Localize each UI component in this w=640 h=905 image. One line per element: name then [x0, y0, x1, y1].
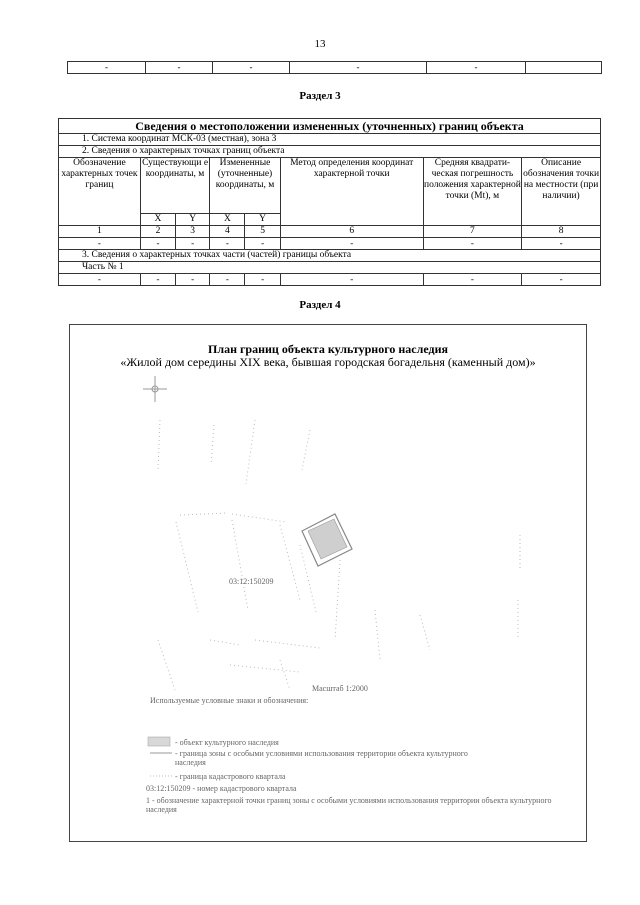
part-label-row: Часть № 1 — [59, 262, 601, 274]
table-cell: - — [522, 238, 601, 250]
column-number: 6 — [280, 226, 423, 238]
table-cell: - — [245, 274, 280, 286]
header-x: X — [140, 214, 175, 226]
heritage-object — [302, 514, 352, 566]
table-cell: - — [210, 274, 245, 286]
header-y: Y — [176, 214, 210, 226]
scale-label: Масштаб 1:2000 — [312, 684, 368, 693]
cadastral-number-label: 03:12:150209 — [229, 577, 274, 586]
header-method: Метод определения координат характерной точки — [280, 158, 423, 226]
table-cell: - — [176, 274, 210, 286]
north-arrow-icon — [143, 376, 167, 402]
section-4-heading: Раздел 4 — [299, 299, 341, 311]
legend-item: - граница кадастрового квартала — [175, 772, 286, 781]
header-changed-coords: Измененные (уточненные) координаты, м — [210, 158, 280, 214]
table-cell: - — [210, 238, 245, 250]
column-number: 8 — [522, 226, 601, 238]
table-cell: - — [427, 62, 526, 74]
table-cell: - — [280, 238, 423, 250]
column-number: 3 — [176, 226, 210, 238]
header-y: Y — [245, 214, 280, 226]
table-cell: - — [176, 238, 210, 250]
table-title: Сведения о местоположении измененных (уточненных) границ объекта — [59, 119, 601, 134]
plan-subtitle: «Жилой дом середины XIX века, бывшая городская богадельня (каменный дом)» — [120, 355, 536, 369]
table-cell: - — [245, 238, 280, 250]
table-cell: - — [280, 274, 423, 286]
parts-heading-row: 3. Сведения о характерных точках части (частей) границы объекта — [59, 250, 601, 262]
legend-title: Используемые условные знаки и обозначения: — [150, 696, 309, 705]
column-number: 7 — [423, 226, 521, 238]
header-error: Средняя квадрати-ческая погрешность положения характерной точки (Mt), м — [423, 158, 521, 226]
plan-title: План границ объекта культурного наследия — [208, 342, 448, 356]
header-designation: Обозначение характерных точек границ — [59, 158, 141, 226]
legend-item: 1 - обозначение характерной точки границ зоны с особыми условиями использования территории объекта культурного наследия — [146, 796, 552, 814]
coord-system-row: 1. Система координат МСК-03 (местная), зона 3 — [59, 134, 601, 146]
legend-item: - граница зоны с особыми условиями использования территории объекта культурного наследия — [175, 749, 468, 767]
header-description: Описание обозначения точки на местности (при наличии) — [522, 158, 601, 226]
header-existing-coords: Существующи е координаты, м — [140, 158, 209, 214]
table-cell: - — [423, 238, 521, 250]
page-number: 13 — [314, 38, 326, 50]
header-x: X — [210, 214, 245, 226]
column-number: 5 — [245, 226, 280, 238]
table-cell: - — [59, 238, 141, 250]
table-cell: - — [140, 274, 175, 286]
table-cell: - — [68, 62, 146, 74]
column-number: 4 — [210, 226, 245, 238]
table-cell: - — [140, 238, 175, 250]
table-cell: - — [146, 62, 213, 74]
legend-item: - объект культурного наследия — [175, 738, 279, 747]
column-number: 1 — [59, 226, 141, 238]
column-number: 2 — [140, 226, 175, 238]
table-cell: - — [423, 274, 521, 286]
legend-item: 03:12:150209 - номер кадастрового квартала — [146, 784, 297, 793]
table-cell: - — [522, 274, 601, 286]
points-heading-row: 2. Сведения о характерных точках границ объекта — [59, 146, 601, 158]
table-cell: - — [290, 62, 427, 74]
table-cell: - — [59, 274, 141, 286]
table-cell: - — [213, 62, 290, 74]
section-3-heading: Раздел 3 — [299, 90, 341, 102]
